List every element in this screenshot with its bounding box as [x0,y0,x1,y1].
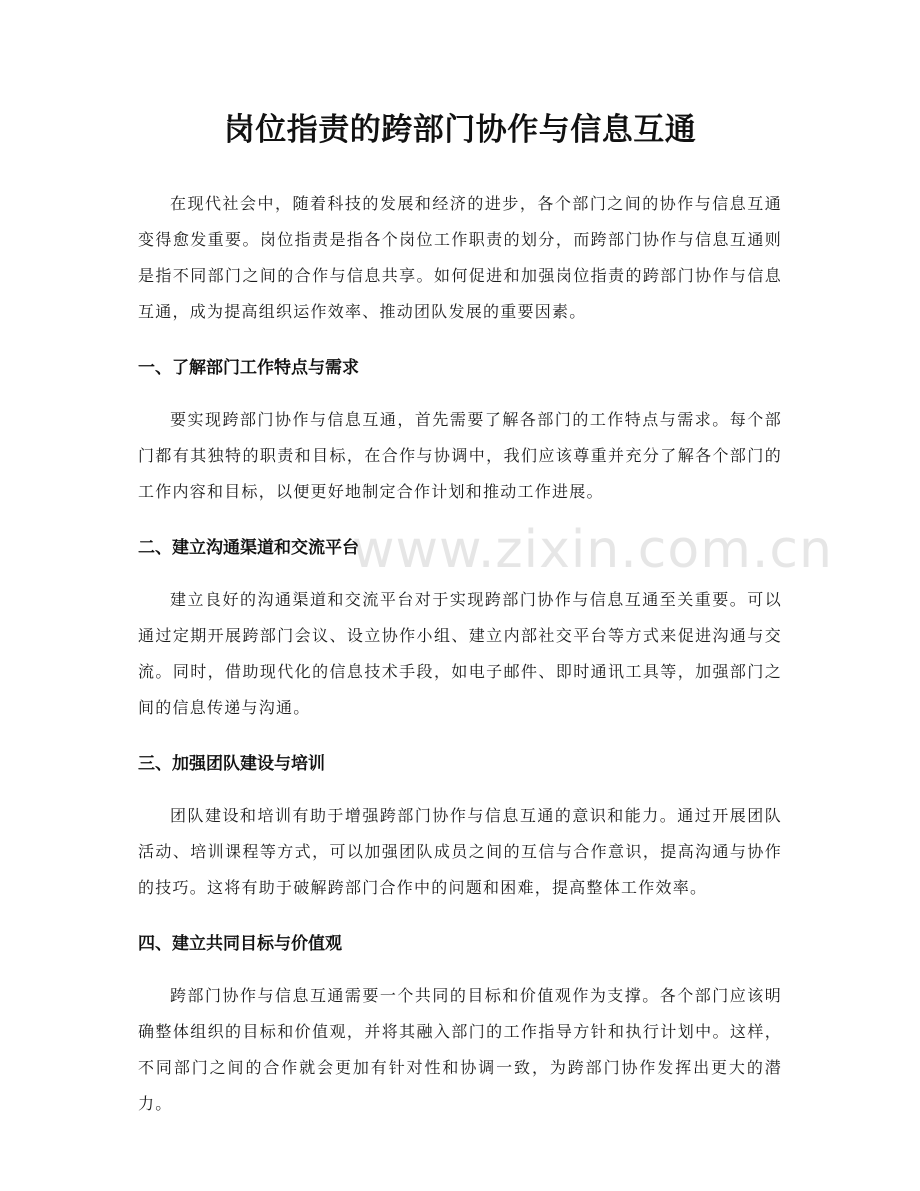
intro-paragraph: 在现代社会中，随着科技的发展和经济的进步，各个部门之间的协作与信息互通变得愈发重要。岗位指责是指各个岗位工作职责的划分，而跨部门协作与信息互通则是指不同部门之间的合作与信息共享。如何促进和加强岗位指责的跨部门协作与信息互通，成为提高组织运作效率、推动团队发展的重要因素。 [138,194,782,321]
watermark: www.zixin.com.cn [352,520,833,580]
section-2-heading: 二、建立沟通渠道和交流平台 [138,538,359,558]
section-1-heading: 一、了解部门工作特点与需求 [138,358,359,378]
document-title: 岗位指责的跨部门协作与信息互通 [223,112,697,148]
section-4-heading: 四、建立共同目标与价值观 [138,934,342,954]
document-content [138,108,782,1122]
section-2-body: 建立良好的沟通渠道和交流平台对于实现跨部门协作与信息互通至关重要。可以通过定期开展跨部门会议、设立协作小组、建立内部社交平台等方式来促进沟通与交流。同时，借助现代化的信息技术手段，如电子邮件、即时通讯工具等，加强部门之间的信息传递与沟通。 [138,590,782,717]
section-3-heading: 三、加强团队建设与培训 [138,754,325,774]
section-3-body: 团队建设和培训有助于增强跨部门协作与信息互通的意识和能力。通过开展团队活动、培训课程等方式，可以加强团队成员之间的互信与合作意识，提高沟通与协作的技巧。这将有助于破解跨部门合作中的问题和困难，提高整体工作效率。 [138,806,782,897]
section-4-body: 跨部门协作与信息互通需要一个共同的目标和价值观作为支撑。各个部门应该明确整体组织的目标和价值观，并将其融入部门的工作指导方针和执行计划中。这样，不同部门之间的合作就会更加有针对性和协调一致，为跨部门协作发挥出更大的潜力。 [138,986,782,1113]
section-1-body: 要实现跨部门协作与信息互通，首先需要了解各部门的工作特点与需求。每个部门都有其独特的职责和目标，在合作与协调中，我们应该尊重并充分了解各个部门的工作内容和目标，以便更好地制定合作计划和推动工作进展。 [138,410,782,501]
